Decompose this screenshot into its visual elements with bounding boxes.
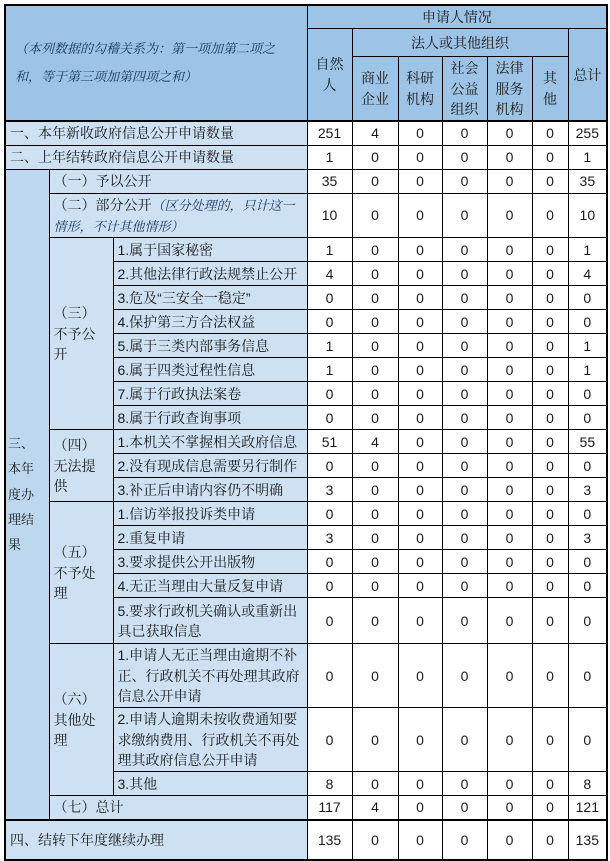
value-cell: 4 [568,262,607,286]
item-label: 3.补正后申请内容仍不明确 [113,478,307,502]
value-cell: 0 [307,644,352,708]
sub-label: （五）不予处理 [49,502,113,644]
value-cell: 0 [532,708,568,772]
value-cell: 0 [487,193,532,238]
value-cell: 0 [352,478,398,502]
value-cell: 0 [568,708,607,772]
header-natural-person: 自然人 [307,29,352,121]
table-note: （本列数据的勾稽关系为：第一项加第二项之和，等于第三项加第四项之和） [5,5,307,121]
table-row [5,502,607,526]
value-cell: 35 [307,169,352,193]
value-cell: 0 [352,406,398,430]
value-cell: 0 [442,238,487,262]
value-cell: 0 [532,796,568,820]
value-cell: 0 [532,478,568,502]
item-label: 4.无正当理由大量反复申请 [113,574,307,598]
value-cell: 0 [442,121,487,145]
value-cell: 0 [352,708,398,772]
value-cell: 0 [487,550,532,574]
value-cell: 0 [398,238,442,262]
value-cell: 0 [487,286,532,310]
value-cell: 4 [352,121,398,145]
value-cell: 0 [442,502,487,526]
value-cell: 0 [487,121,532,145]
value-cell: 0 [487,772,532,796]
value-cell: 0 [352,454,398,478]
value-cell: 0 [398,502,442,526]
item-label: 1.属于国家秘密 [113,238,307,262]
value-cell: 3 [568,478,607,502]
table-row [5,169,607,193]
value-cell: 0 [398,478,442,502]
value-cell: 51 [307,430,352,454]
value-cell: 0 [568,502,607,526]
value-cell: 4 [307,262,352,286]
value-cell: 1 [307,238,352,262]
section-label-results: 三、本年度办理结果 [5,169,49,819]
value-cell: 0 [532,238,568,262]
item-label: 2.申请人逾期未按收费通知要求缴纳费用、行政机关不再处理其政府信息公开申请 [113,708,307,772]
sub-label: （四）无法提供 [49,430,113,502]
value-cell: 0 [487,406,532,430]
item-label: 8.属于行政查询事项 [113,406,307,430]
header-total: 总计 [568,29,607,121]
value-cell: 4 [352,430,398,454]
item-label: 2.其他法律行政法规禁止公开 [113,262,307,286]
table-row [5,796,607,820]
sub-label-main: （二）部分公开 [53,196,152,213]
value-cell: 0 [532,310,568,334]
table-row [5,644,607,708]
value-cell: 121 [568,796,607,820]
value-cell: 0 [352,598,398,644]
value-cell: 0 [398,145,442,169]
value-cell: 4 [352,796,398,820]
value-cell: 0 [532,820,568,860]
value-cell: 0 [307,550,352,574]
value-cell: 0 [307,598,352,644]
value-cell: 1 [307,145,352,169]
value-cell: 0 [398,550,442,574]
value-cell: 0 [532,550,568,574]
value-cell: 0 [442,382,487,406]
value-cell: 0 [398,286,442,310]
value-cell: 0 [398,708,442,772]
item-label: 6.属于四类过程性信息 [113,358,307,382]
value-cell: 0 [568,382,607,406]
value-cell: 0 [398,334,442,358]
value-cell: 0 [487,478,532,502]
value-cell: 3 [307,526,352,550]
value-cell: 0 [568,454,607,478]
item-label: 1.信访举报投诉类申请 [113,502,307,526]
value-cell: 0 [568,574,607,598]
value-cell: 0 [532,193,568,238]
header-org-col: 其他 [532,57,568,121]
value-cell: 0 [307,406,352,430]
value-cell: 0 [307,286,352,310]
value-cell: 0 [442,796,487,820]
value-cell: 0 [487,644,532,708]
item-label: 3.要求提供公开出版物 [113,550,307,574]
header-org-col: 社会公益组织 [442,57,487,121]
value-cell: 0 [532,169,568,193]
value-cell: 255 [568,121,607,145]
value-cell: 0 [442,334,487,358]
value-cell: 3 [568,526,607,550]
value-cell: 0 [532,574,568,598]
value-cell: 0 [442,145,487,169]
value-cell: 0 [352,526,398,550]
value-cell: 0 [442,772,487,796]
value-cell: 0 [487,358,532,382]
value-cell: 0 [442,574,487,598]
value-cell: 0 [398,121,442,145]
value-cell: 0 [352,262,398,286]
value-cell: 0 [398,430,442,454]
row-label: 二、上年结转政府信息公开申请数量 [5,145,307,169]
value-cell: 55 [568,430,607,454]
value-cell: 0 [568,598,607,644]
value-cell: 0 [442,478,487,502]
value-cell: 0 [532,262,568,286]
value-cell: 0 [487,262,532,286]
value-cell: 0 [568,550,607,574]
value-cell: 0 [398,358,442,382]
value-cell: 117 [307,796,352,820]
value-cell: 0 [442,526,487,550]
value-cell: 0 [307,708,352,772]
value-cell: 0 [352,772,398,796]
value-cell: 0 [442,820,487,860]
value-cell: 0 [442,644,487,708]
value-cell: 0 [532,286,568,310]
value-cell: 0 [442,708,487,772]
value-cell: 0 [532,121,568,145]
table-row [5,193,607,238]
value-cell: 0 [352,169,398,193]
value-cell: 0 [398,644,442,708]
value-cell: 0 [398,796,442,820]
value-cell: 0 [398,454,442,478]
header-legal-org: 法人或其他组织 [352,29,568,57]
item-label: 5.要求行政机关确认或重新出具已获取信息 [113,598,307,644]
value-cell: 135 [307,820,352,860]
value-cell: 10 [568,193,607,238]
value-cell: 0 [487,502,532,526]
row-label: 一、本年新收政府信息公开申请数量 [5,121,307,145]
header-applicant-situation: 申请人情况 [307,5,607,29]
value-cell: 0 [487,526,532,550]
value-cell: 0 [352,286,398,310]
value-cell: 0 [352,574,398,598]
sub-label [49,193,307,238]
value-cell: 0 [352,502,398,526]
value-cell: 0 [352,310,398,334]
header-org-col: 商业企业 [352,57,398,121]
value-cell: 0 [398,820,442,860]
value-cell: 0 [398,772,442,796]
value-cell: 0 [307,502,352,526]
table-row [5,238,607,262]
value-cell: 0 [532,772,568,796]
item-label: 7.属于行政执法案卷 [113,382,307,406]
value-cell: 0 [532,382,568,406]
value-cell: 0 [352,550,398,574]
item-label: 2.重复申请 [113,526,307,550]
value-cell: 0 [352,145,398,169]
value-cell: 135 [568,820,607,860]
value-cell: 0 [487,145,532,169]
value-cell: 0 [532,526,568,550]
value-cell: 1 [568,238,607,262]
value-cell: 0 [352,334,398,358]
value-cell: 0 [487,382,532,406]
value-cell: 0 [442,310,487,334]
value-cell: 0 [487,430,532,454]
value-cell: 0 [398,574,442,598]
value-cell: 0 [487,454,532,478]
disclosure-statistics-table [4,4,608,861]
value-cell: 0 [398,382,442,406]
table-row [5,430,607,454]
value-cell: 0 [352,358,398,382]
value-cell: 10 [307,193,352,238]
sub-label-total: （七）总计 [49,796,307,820]
item-label: 1.申请人无正当理由逾期不补正、行政机关不再处理其政府信息公开申请 [113,644,307,708]
table-row [5,145,607,169]
value-cell: 35 [568,169,607,193]
value-cell: 0 [532,598,568,644]
value-cell: 0 [398,598,442,644]
value-cell: 0 [487,238,532,262]
value-cell: 0 [532,334,568,358]
value-cell: 0 [442,262,487,286]
value-cell: 0 [442,430,487,454]
header-org-col: 法律服务机构 [487,57,532,121]
value-cell: 0 [532,430,568,454]
value-cell: 0 [532,454,568,478]
value-cell: 0 [352,820,398,860]
sub-label-note: （区分处理的，只计这一情形，不计其他情形） [53,197,295,234]
value-cell: 0 [532,358,568,382]
value-cell: 0 [442,454,487,478]
item-label: 3.其他 [113,772,307,796]
value-cell: 0 [487,334,532,358]
value-cell: 0 [398,193,442,238]
value-cell: 0 [442,169,487,193]
value-cell: 0 [442,358,487,382]
value-cell: 0 [352,382,398,406]
value-cell: 0 [442,406,487,430]
item-label: 4.保护第三方合法权益 [113,310,307,334]
value-cell: 3 [307,478,352,502]
value-cell: 0 [568,310,607,334]
value-cell: 0 [398,526,442,550]
value-cell: 0 [487,574,532,598]
value-cell: 0 [568,406,607,430]
value-cell: 0 [487,708,532,772]
value-cell: 8 [307,772,352,796]
sub-label: （六）其他处理 [49,644,113,796]
value-cell: 0 [398,406,442,430]
value-cell: 0 [532,406,568,430]
value-cell: 1 [568,145,607,169]
value-cell: 0 [442,286,487,310]
table-row [5,820,607,860]
value-cell: 0 [532,502,568,526]
header-row [5,5,607,29]
sub-label: （三）不予公开 [49,238,113,430]
row-label: 四、结转下年度继续办理 [5,820,307,860]
value-cell: 0 [352,238,398,262]
table-row [5,121,607,145]
value-cell: 0 [398,310,442,334]
value-cell: 0 [352,644,398,708]
value-cell: 0 [442,598,487,644]
value-cell: 0 [442,550,487,574]
value-cell: 1 [568,334,607,358]
value-cell: 1 [307,358,352,382]
value-cell: 0 [307,454,352,478]
value-cell: 251 [307,121,352,145]
value-cell: 0 [307,310,352,334]
value-cell: 1 [307,334,352,358]
value-cell: 0 [352,193,398,238]
value-cell: 0 [532,145,568,169]
item-label: 1.本机关不掌握相关政府信息 [113,430,307,454]
value-cell: 0 [532,644,568,708]
value-cell: 0 [487,598,532,644]
value-cell: 8 [568,772,607,796]
value-cell: 0 [307,382,352,406]
value-cell: 0 [442,193,487,238]
value-cell: 0 [568,286,607,310]
item-label: 2.没有现成信息需要另行制作 [113,454,307,478]
value-cell: 0 [307,574,352,598]
value-cell: 0 [487,820,532,860]
value-cell: 0 [487,169,532,193]
item-label: 3.危及“三安全一稳定” [113,286,307,310]
item-label: 5.属于三类内部事务信息 [113,334,307,358]
sub-label: （一）予以公开 [49,169,307,193]
value-cell: 0 [487,796,532,820]
header-org-col: 科研机构 [398,57,442,121]
value-cell: 0 [487,310,532,334]
value-cell: 0 [398,262,442,286]
value-cell: 0 [398,169,442,193]
value-cell: 1 [568,358,607,382]
value-cell: 0 [568,644,607,708]
